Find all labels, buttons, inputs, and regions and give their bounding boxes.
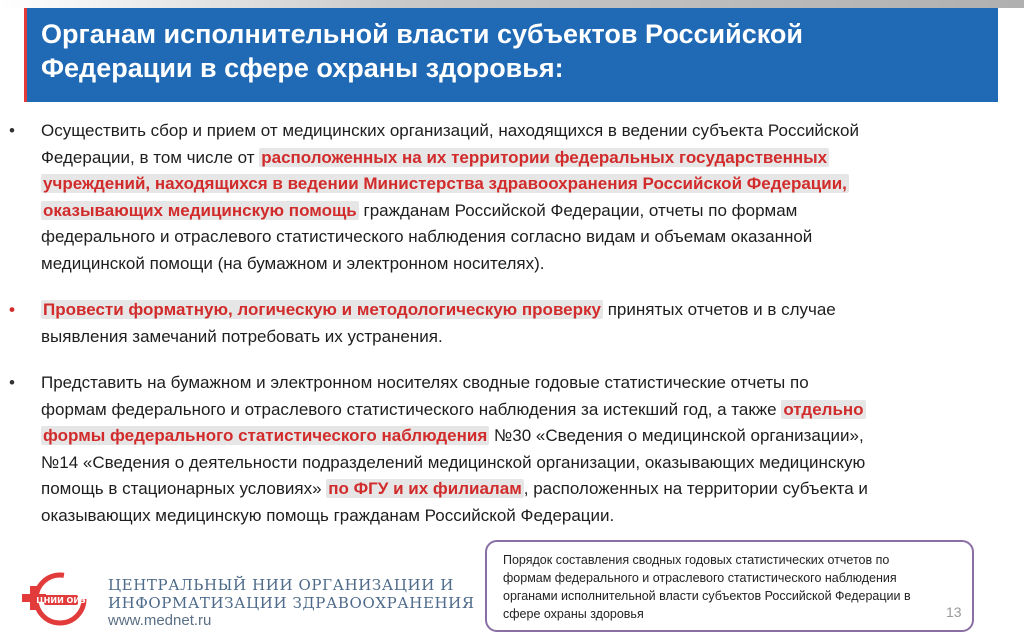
highlighted-text: Провести форматную, логическую и методологическую проверку — [43, 300, 601, 319]
paragraph-line — [41, 450, 1001, 477]
paragraph-line — [41, 251, 1001, 278]
highlighted-text: отдельно — [783, 399, 864, 419]
slide-title — [24, 8, 998, 102]
body-text: Представить на бумажном и электронном носителях сводные годовые статистические отчеты по — [41, 373, 809, 392]
cniioiz-logo — [16, 568, 92, 628]
paragraph-line — [41, 224, 1001, 251]
paragraph-line — [41, 145, 1001, 172]
paragraph-line — [41, 503, 1001, 530]
body-text: оказывающих медицинскую помощь гражданам Российской Федерации. — [41, 505, 615, 525]
body-text: №14 «Сведения о деятельности подразделений медицинской организации, оказывающих медицинскую — [41, 452, 866, 472]
paragraph-line — [41, 118, 1001, 145]
body-text: принятых отчетов и в случае — [602, 300, 836, 319]
logo-text: ЦНИИ ОИЗ — [36, 596, 86, 605]
note-line-2: формам федерального и отраслевого статистического наблюдения — [503, 571, 897, 585]
paragraph-line — [41, 198, 1001, 225]
website-link[interactable]: www.mednet.ru — [108, 612, 212, 629]
note-line-4: сфере охраны здоровья — [503, 607, 644, 621]
paragraph-2 — [41, 297, 1001, 350]
page-number: 13 — [946, 604, 962, 620]
org-line-2: ИНФОРМАТИЗАЦИИ ЗДРАВООХРАНЕНИЯ — [108, 594, 475, 612]
paragraph-line — [41, 297, 1001, 324]
highlighted-text: учреждений, находящихся в ведении Министерства здравоохранения Российской Федерации, — [43, 174, 847, 193]
body-text: №30 «Сведения о медицинской организации», — [489, 426, 864, 445]
body-text: медицинской помощи (на бумажном и электронном носителях). — [41, 253, 545, 273]
body-text: формам федерального и отраслевого статистического наблюдения за истекший год, а также — [41, 399, 782, 419]
highlighted-text: формы федерального статистического наблюдения — [43, 426, 488, 445]
organization-name — [108, 576, 475, 612]
paragraph-1 — [41, 118, 1001, 277]
bullet-2: • — [9, 300, 15, 319]
paragraph-line — [41, 324, 1001, 351]
body-text: помощь в стационарных условиях» — [41, 479, 327, 498]
body-text: Осуществить сбор и прием от медицинских организаций, находящихся в ведении субъекта Российской — [41, 121, 860, 140]
bullet-3: • — [9, 373, 15, 392]
bullet-1: • — [9, 121, 15, 140]
paragraph-line — [41, 423, 1001, 450]
body-text: гражданам Российской Федерации, отчеты по формам — [358, 200, 798, 220]
title-line-2: Федерации в сфере охраны здоровья: — [41, 53, 564, 83]
paragraph-line — [41, 171, 1001, 198]
highlighted-text: оказывающих медицинскую помощь — [43, 200, 357, 220]
highlighted-text: по ФГУ и их филиалам — [328, 479, 522, 498]
paragraph-line — [41, 370, 1001, 397]
body-text: выявления замечаний потребовать их устранения. — [41, 326, 443, 346]
body-text: федерального и отраслевого статистического наблюдения согласно видам и объемам оказанной — [41, 227, 813, 246]
top-stripe — [0, 0, 1024, 8]
source-note-box — [485, 540, 974, 632]
paragraph-line — [41, 476, 1001, 503]
highlighted-text: расположенных на их территории федеральных государственных — [261, 147, 828, 167]
note-line-1: Порядок составления сводных годовых статистических отчетов по — [503, 553, 890, 567]
org-line-1: ЦЕНТРАЛЬНЫЙ НИИ ОРГАНИЗАЦИИ И — [108, 576, 454, 594]
note-line-3: органами исполнительной власти субъектов Российской Федерации в — [503, 589, 911, 603]
paragraph-3 — [41, 370, 1001, 529]
title-line-1: Органам исполнительной власти субъектов Российской — [41, 19, 803, 49]
body-text: , расположенных на территории субъекта и — [523, 479, 868, 498]
body-text: Федерации, в том числе от — [41, 147, 260, 167]
paragraph-line — [41, 397, 1001, 424]
